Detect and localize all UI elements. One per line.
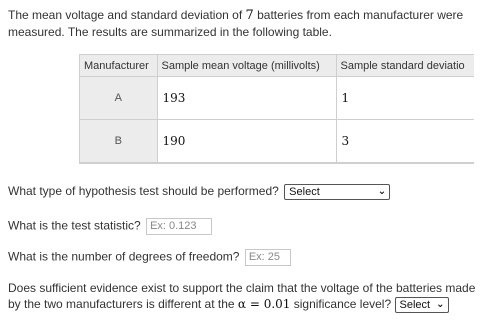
test-statistic-label: What is the test statistic? [8,218,141,233]
problem-intro [8,7,484,40]
question-sufficient-evidence [8,280,486,313]
test-statistic-input[interactable]: Ex: 0.123 [146,218,212,235]
question-test-type [8,184,390,200]
header-sample-mean: Sample mean voltage (millivolts) [157,55,336,77]
intro-text-after: batteries from each manufacturer were measured. The results are summarized in the following table. [8,8,464,39]
table-row [80,120,474,163]
evidence-select-value: Select [399,298,431,311]
header-manufacturer: Manufacturer [80,55,157,77]
alpha-expression: α = 0.01 [237,297,291,311]
mean-cell: 190 [157,120,336,163]
battery-count: 7 [245,8,254,23]
sd-cell: 3 [336,120,474,163]
summary-table-container[interactable] [79,54,474,164]
question-test-statistic [8,218,212,235]
degrees-freedom-label: What is the number of degrees of freedom? [8,249,240,264]
evidence-select[interactable] [395,297,449,313]
table-header-row [80,55,474,77]
test-type-select-value: Select [289,186,320,198]
question-degrees-freedom [8,249,291,266]
evidence-text-before: Does sufficient evidence exist to support the claim that the voltage of the batteries made by the two manufacturers is different at the [8,281,476,311]
chevron-down-icon: ⌄ [436,298,445,310]
evidence-text-after: significance level? [290,297,392,311]
test-type-label: What type of hypothesis test should be performed? [8,184,279,199]
table-row [80,77,474,120]
test-type-select[interactable] [284,184,390,200]
intro-text-before: The mean voltage and standard deviation of [8,8,246,22]
header-sample-sd: Sample standard deviatio [336,55,474,77]
summary-table [80,55,474,163]
manufacturer-cell: B [80,120,157,163]
degrees-freedom-input[interactable]: Ex: 25 [245,249,291,266]
chevron-down-icon: ⌄ [377,186,387,197]
sd-cell: 1 [336,77,474,120]
mean-cell: 193 [157,77,336,120]
manufacturer-cell: A [80,77,157,120]
